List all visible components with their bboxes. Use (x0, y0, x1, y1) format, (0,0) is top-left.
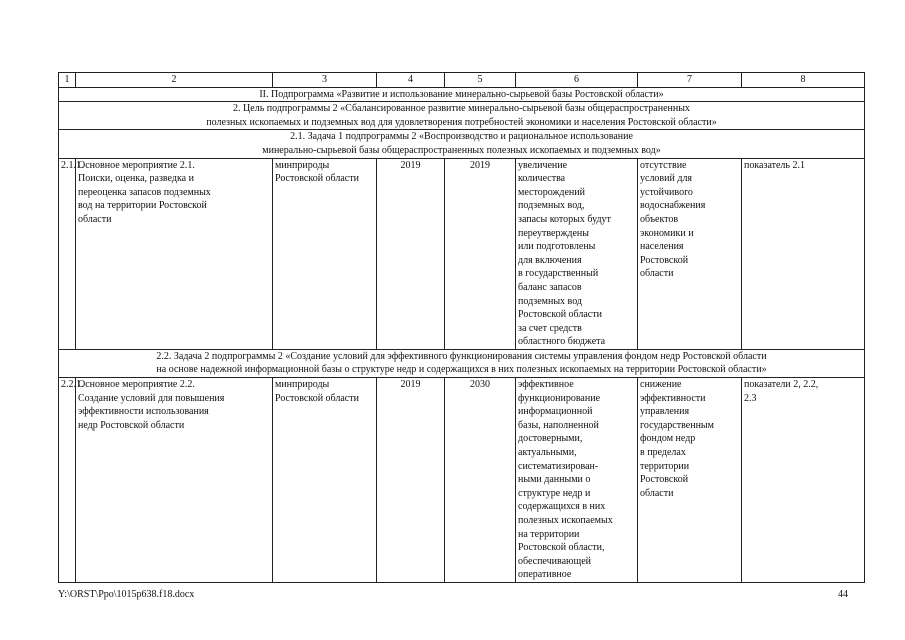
non-implementation-consequences (638, 158, 742, 349)
indicator-link: показатель 2.1 (742, 158, 865, 349)
column-number: 7 (638, 73, 742, 88)
text-line: минприроды (275, 159, 330, 171)
table-row (59, 378, 865, 583)
column-number: 8 (742, 73, 865, 88)
start-year: 2019 (377, 378, 445, 583)
row-number: 2.1.1. (59, 158, 76, 349)
text-line: Создание условий для повышения (78, 392, 225, 404)
text-line: баланс запасов (518, 281, 582, 293)
row-number: 2.2.1. (59, 378, 76, 583)
text-line: Ростовской (640, 254, 689, 266)
text-line: актуальными, (518, 447, 577, 459)
page-number: 44 (838, 589, 848, 600)
text-line: минприроды (275, 379, 330, 391)
column-number: 4 (377, 73, 445, 88)
goal-line: полезных ископаемых и подземных вод для удовлетворения потребностей экономики и населения Ростовской области» (206, 116, 717, 128)
text-line: области (640, 268, 674, 280)
column-number: 2 (76, 73, 273, 88)
end-year: 2019 (445, 158, 516, 349)
activity-name (76, 158, 273, 349)
file-path: Y:\ORST\Ppo\1015p638.f18.docx (58, 589, 195, 600)
text-line: снижение (640, 379, 682, 391)
text-line: в пределах (640, 447, 686, 459)
text-line: области (640, 487, 674, 499)
text-line: 2.3 (744, 392, 757, 404)
text-line: вод на территории Ростовской (78, 200, 207, 212)
text-line: подземных вод, (518, 200, 585, 212)
text-line: Поиски, оценка, разведка и (78, 173, 194, 185)
text-line: устойчивого (640, 186, 693, 198)
task1-text (59, 130, 865, 158)
end-year: 2030 (445, 378, 516, 583)
text-line: функционирование (518, 392, 601, 404)
text-line: эффективности (640, 392, 706, 404)
text-line: за счет средств (518, 322, 582, 334)
task2-line: 2.2. Задача 2 подпрограммы 2 «Создание условий для эффективного функционирования системы управления фондом недр Ростовской области (156, 350, 767, 362)
text-line: государственным (640, 419, 714, 431)
text-line: на территории (518, 528, 580, 540)
text-line: эффективное (518, 379, 574, 391)
text-line: увеличение (518, 159, 568, 171)
goal-text (59, 102, 865, 130)
text-line: показатели 2, 2.2, (744, 379, 819, 391)
text-line: достоверными, (518, 433, 583, 445)
text-line: отсутствие (640, 159, 687, 171)
text-line: управления (640, 406, 690, 418)
text-line: Ростовской (640, 474, 689, 486)
task1-line: минерально-сырьевой базы общераспространенных полезных ископаемых и подземных вод» (262, 144, 661, 156)
text-line: переутверждены (518, 227, 589, 239)
text-line: водоснабжения (640, 200, 706, 212)
text-line: Ростовской области, (518, 542, 605, 554)
column-number: 6 (516, 73, 638, 88)
text-line: условий для (640, 173, 693, 185)
text-line: для включения (518, 254, 582, 266)
text-line: фондом недр (640, 433, 696, 445)
program-activities-table (58, 72, 865, 583)
expected-result (516, 158, 638, 349)
text-line: территории (640, 460, 690, 472)
task1-row (59, 130, 865, 158)
text-line: недр Ростовской области (78, 419, 185, 431)
goal-row (59, 102, 865, 130)
executor (273, 158, 377, 349)
text-line: Основное мероприятие 2.2. (78, 379, 195, 391)
activity-name (76, 378, 273, 583)
column-number: 1 (59, 73, 76, 88)
text-line: содержащихся в них (518, 501, 606, 513)
text-line: в государственный (518, 268, 599, 280)
text-line: месторождений (518, 186, 585, 198)
text-line: Ростовской области (275, 173, 359, 185)
indicator-link (742, 378, 865, 583)
text-line: областного бюджета (518, 336, 606, 348)
non-implementation-consequences (638, 378, 742, 583)
text-line: объектов (640, 213, 679, 225)
text-line: информационной (518, 406, 593, 418)
text-line: экономики и (640, 227, 694, 239)
text-line: подземных вод (518, 295, 583, 307)
text-line: Ростовской области (518, 309, 602, 321)
text-line: базы, наполненной (518, 419, 599, 431)
text-line: запасы которых будут (518, 213, 611, 225)
text-line: Ростовской области (275, 392, 359, 404)
text-line: систематизирован- (518, 460, 599, 472)
task1-line: 2.1. Задача 1 подпрограммы 2 «Воспроизводство и рациональное использование (290, 131, 633, 143)
text-line: области (78, 213, 112, 225)
column-number: 3 (273, 73, 377, 88)
task2-line: на основе надежной информационной базы о структуре недр и содержащихся в них полезных ископаемых на территории Ростовской области» (156, 364, 767, 376)
text-line: эффективности использования (78, 406, 209, 418)
column-number-row (59, 73, 865, 88)
column-number: 5 (445, 73, 516, 88)
goal-line: 2. Цель подпрограммы 2 «Сбалансированное развитие минерально-сырьевой базы общераспространенных (233, 103, 690, 115)
text-line: обеспечивающей (518, 555, 591, 567)
text-line: или подготовлены (518, 241, 596, 253)
text-line: структуре недр и (518, 487, 591, 499)
subprogram-title: II. Подпрограмма «Развитие и использование минерально-сырьевой базы Ростовской области» (59, 87, 865, 102)
task2-row (59, 349, 865, 377)
task2-text (59, 349, 865, 377)
text-line: Основное мероприятие 2.1. (78, 159, 195, 171)
table-row (59, 158, 865, 349)
expected-result (516, 378, 638, 583)
text-line: ными данными о (518, 474, 591, 486)
executor (273, 378, 377, 583)
text-line: количества (518, 173, 566, 185)
text-line: переоценка запасов подземных (78, 186, 211, 198)
text-line: населения (640, 241, 684, 253)
subprogram-title-row (59, 87, 865, 102)
text-line: оперативное (518, 569, 572, 581)
start-year: 2019 (377, 158, 445, 349)
text-line: полезных ископаемых (518, 515, 613, 526)
